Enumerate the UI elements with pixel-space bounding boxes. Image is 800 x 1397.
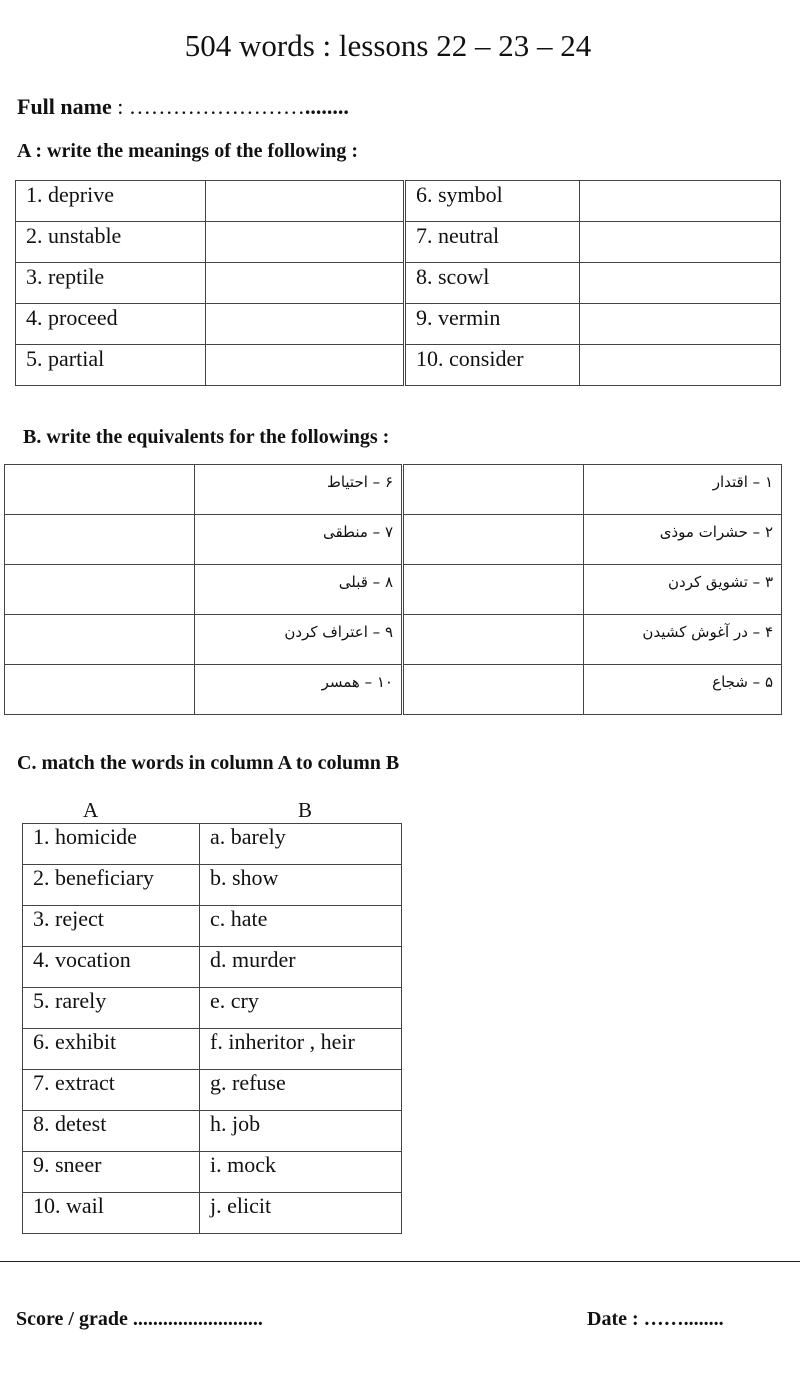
answer-cell[interactable] [580,345,781,386]
word-cell: 7. neutral [405,222,580,263]
date-field: Date : ……........ [587,1308,724,1330]
table-row [16,222,781,263]
meanings-table [15,180,781,386]
column-b-cell: h. job [200,1111,402,1152]
table-row [23,906,402,947]
column-a-cell: 8. detest [23,1111,200,1152]
word-cell: 10. consider [405,345,580,386]
word-cell: 9. vermin [405,304,580,345]
column-a-cell: 10. wail [23,1193,200,1234]
column-a-cell: 7. extract [23,1070,200,1111]
answer-cell[interactable] [5,615,195,665]
persian-word-cell: ۸ – قبلی [195,565,403,615]
answer-cell[interactable] [5,515,195,565]
table-row [16,345,781,386]
word-cell: 6. symbol [405,181,580,222]
table-row [16,263,781,304]
column-a-cell: 2. beneficiary [23,865,200,906]
column-a-cell: 9. sneer [23,1152,200,1193]
table-row [5,615,782,665]
full-name-line [17,94,349,120]
column-b-cell: g. refuse [200,1070,402,1111]
table-row [23,1193,402,1234]
answer-cell[interactable] [580,263,781,304]
persian-word-cell: ۷ – منطقی [195,515,403,565]
word-cell: 4. proceed [16,304,206,345]
persian-word-cell: ۲ – حشرات موذی [584,515,782,565]
word-cell: 8. scowl [405,263,580,304]
column-b-cell: a. barely [200,824,402,865]
table-row [23,988,402,1029]
table-row [23,1070,402,1111]
full-name-label: Full name [17,94,112,119]
table-row [23,947,402,988]
section-c-heading: C. match the words in column A to column B [17,752,400,774]
answer-cell[interactable] [206,263,405,304]
answer-cell[interactable] [5,665,195,715]
column-b-cell: d. murder [200,947,402,988]
column-b-cell: j. elicit [200,1193,402,1234]
answer-cell[interactable] [403,565,584,615]
column-a-header: A [83,798,99,822]
column-a-cell: 4. vocation [23,947,200,988]
table-row [5,565,782,615]
column-a-cell: 6. exhibit [23,1029,200,1070]
answer-cell[interactable] [580,222,781,263]
persian-word-cell: ۵ – شجاع [584,665,782,715]
column-b-cell: f. inheritor , heir [200,1029,402,1070]
column-b-cell: e. cry [200,988,402,1029]
answer-cell[interactable] [403,465,584,515]
persian-word-cell: ۶ – احتیاط [195,465,403,515]
table-row [5,465,782,515]
word-cell: 3. reptile [16,263,206,304]
answer-cell[interactable] [580,304,781,345]
word-cell: 1. deprive [16,181,206,222]
column-a-cell: 1. homicide [23,824,200,865]
divider-line [0,1261,800,1262]
answer-cell[interactable] [403,515,584,565]
table-row [23,1152,402,1193]
table-row [23,1029,402,1070]
table-row [16,304,781,345]
answer-cell[interactable] [206,304,405,345]
table-row [16,181,781,222]
table-row [23,824,402,865]
table-row [23,1111,402,1152]
column-b-cell: b. show [200,865,402,906]
answer-cell[interactable] [5,465,195,515]
answer-cell[interactable] [403,665,584,715]
column-b-cell: c. hate [200,906,402,947]
answer-cell[interactable] [580,181,781,222]
persian-word-cell: ۴ – در آغوش کشیدن [584,615,782,665]
word-cell: 2. unstable [16,222,206,263]
section-b-heading: B. write the equivalents for the followings : [23,426,390,448]
full-name-dots: …………………… [128,94,305,119]
page-title: 504 words : lessons 22 – 23 – 24 [184,28,592,63]
table-row [5,515,782,565]
table-row [23,865,402,906]
score-grade-field: Score / grade .......................... [16,1308,263,1330]
answer-cell[interactable] [403,615,584,665]
column-b-cell: i. mock [200,1152,402,1193]
column-b-header: B [298,798,313,822]
persian-word-cell: ۱ – اقتدار [584,465,782,515]
persian-word-cell: ۳ – تشویق کردن [584,565,782,615]
column-a-cell: 3. reject [23,906,200,947]
answer-cell[interactable] [206,181,405,222]
persian-word-cell: ۹ – اعتراف کردن [195,615,403,665]
answer-cell[interactable] [206,222,405,263]
full-name-separator: : [111,94,129,119]
table-row [5,665,782,715]
persian-word-cell: ۱۰ – همسر [195,665,403,715]
answer-cell[interactable] [206,345,405,386]
column-a-cell: 5. rarely [23,988,200,1029]
answer-cell[interactable] [5,565,195,615]
word-cell: 5. partial [16,345,206,386]
matching-table [22,823,402,1234]
section-a-heading: A : write the meanings of the following : [17,140,359,162]
equivalents-table [4,464,782,715]
full-name-dots-end: ........ [304,94,349,119]
